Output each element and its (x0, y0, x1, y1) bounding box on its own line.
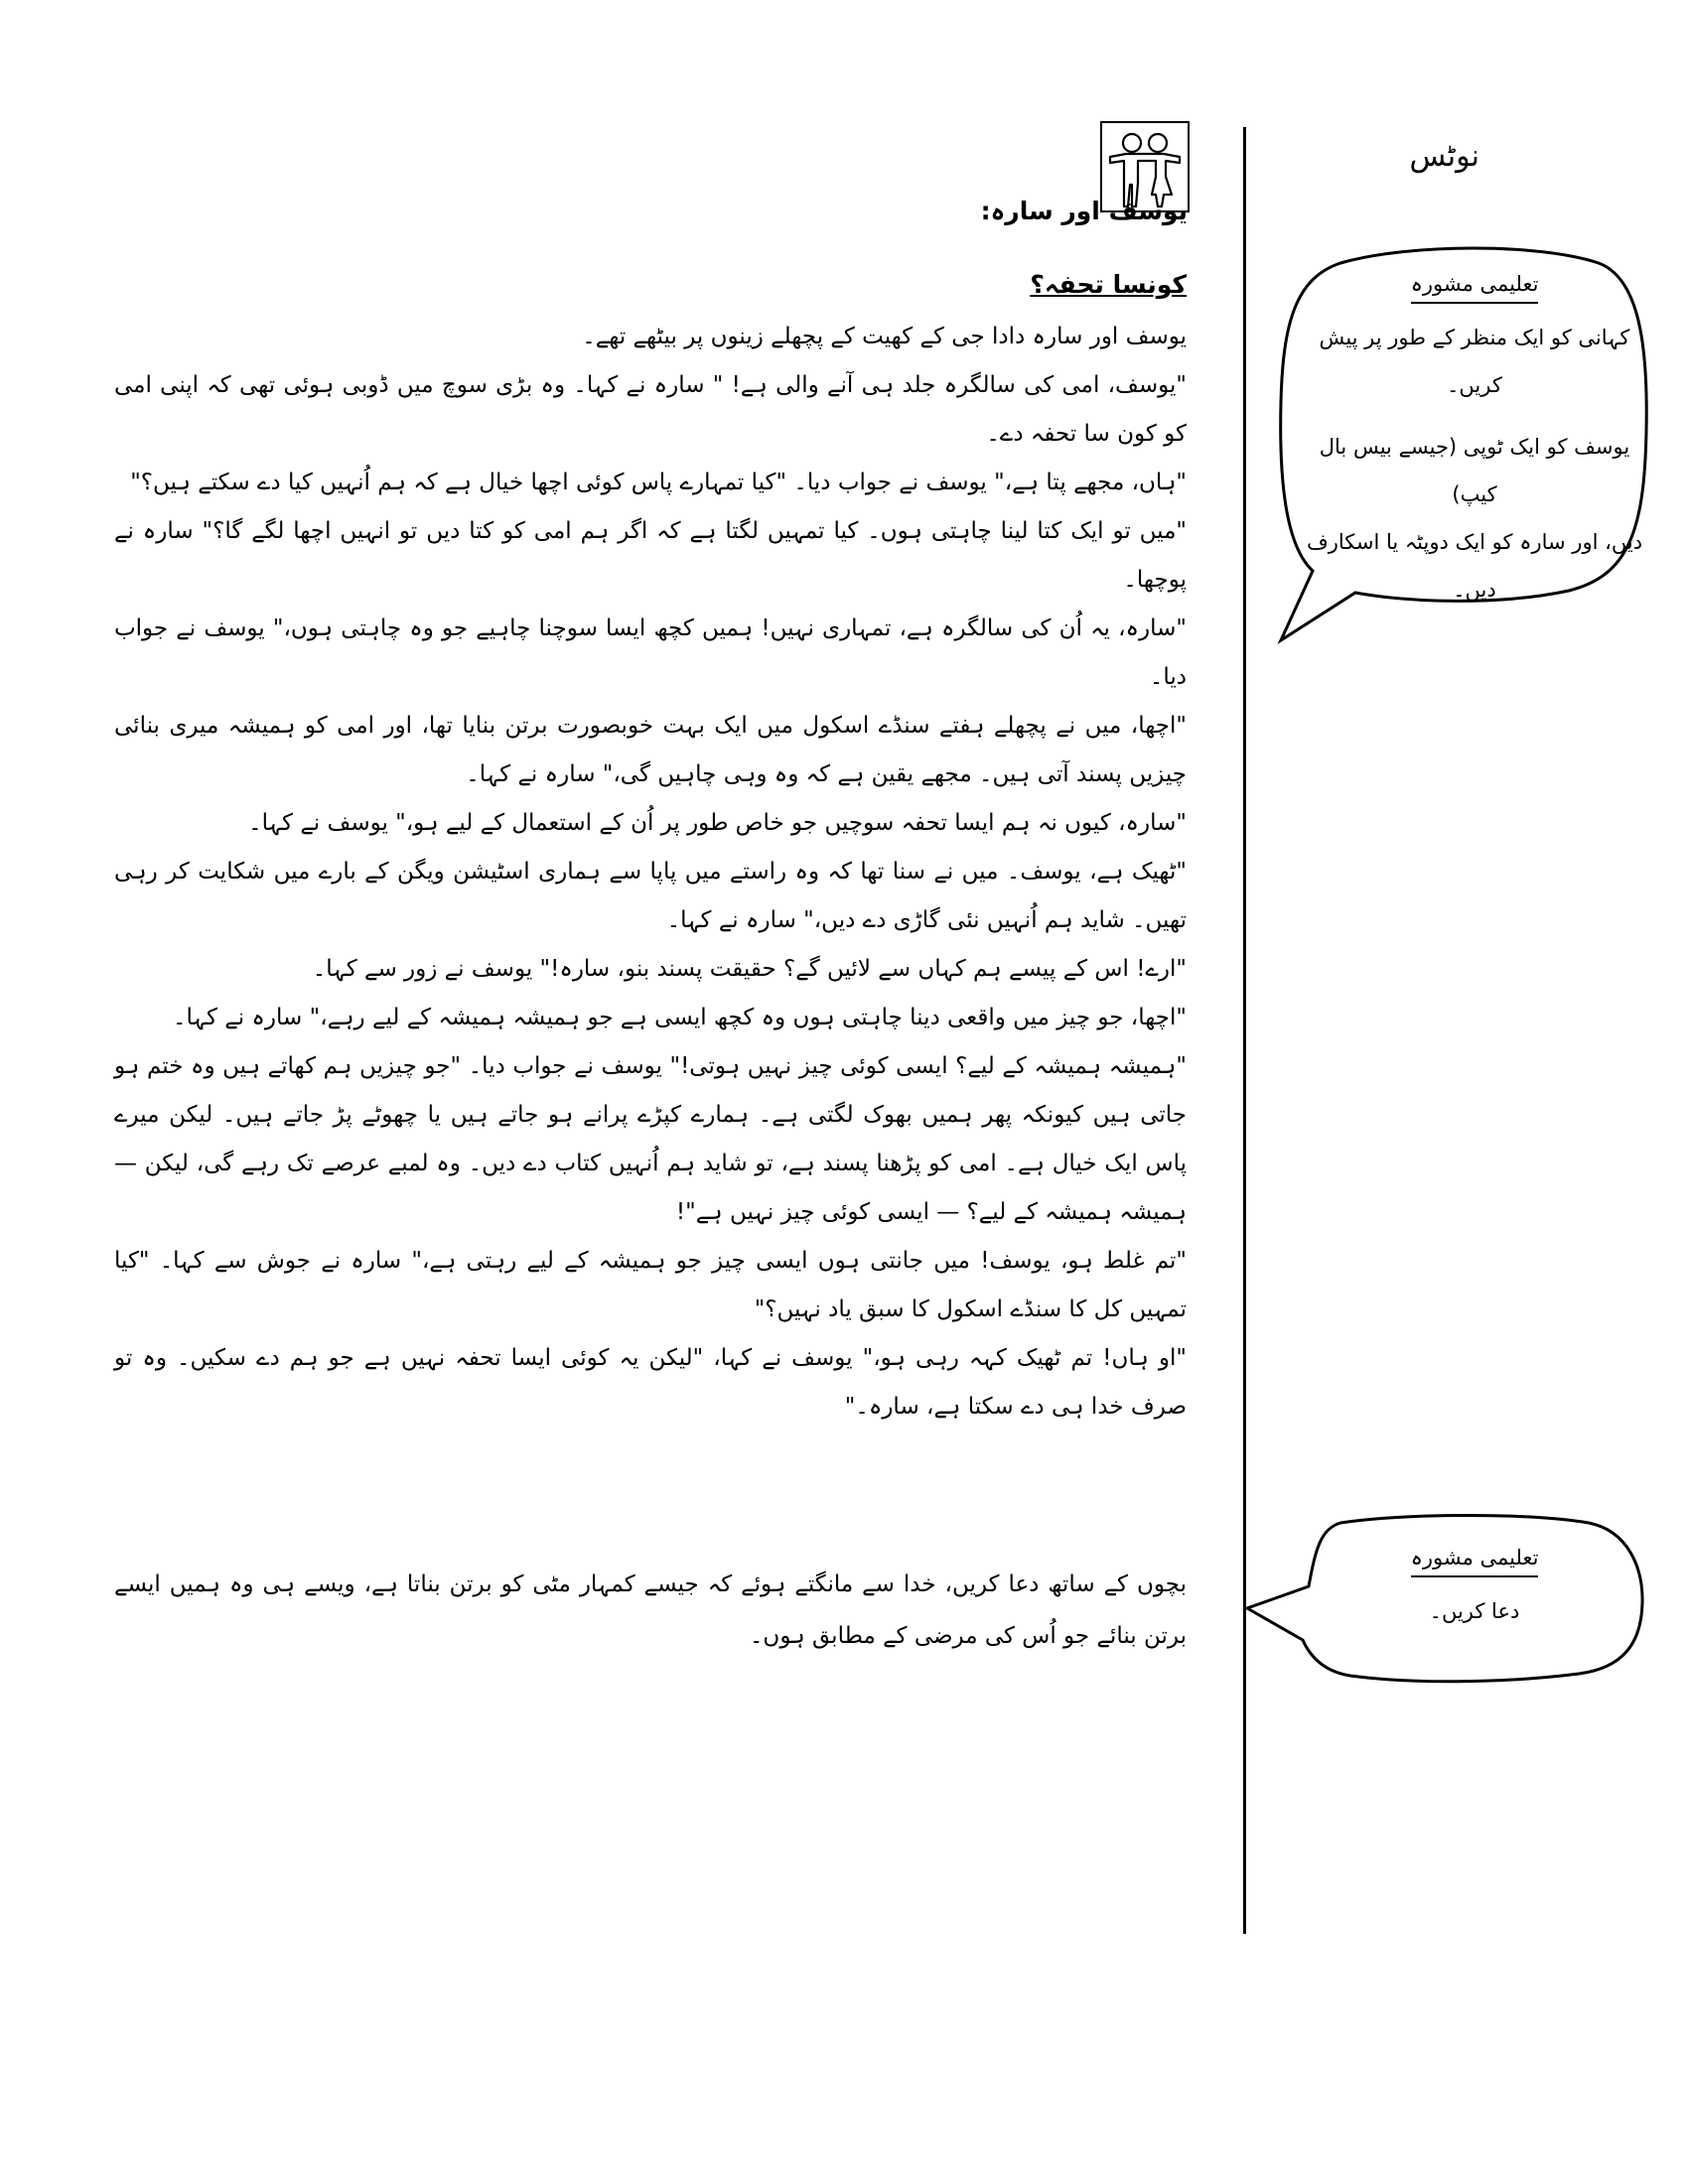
story-paragraph: "میں تو ایک کتا لینا چاہتی ہوں۔ کیا تمہیں لگتا ہے کہ اگر ہم امی کو کتا دیں تو انہیں اچھا لگے گا؟" سارہ نے پوچھا۔ (114, 518, 1187, 593)
tip-2-text: دعا کریں۔ (1429, 1599, 1520, 1623)
story-paragraph: "اچھا، جو چیز میں واقعی دینا چاہتی ہوں وہ کچھ ایسی ہے جو ہمیشہ ہمیشہ کے لیے رہے،" سارہ نے کہا۔ (173, 1005, 1187, 1030)
tip-1-line: یوسف کو ایک ٹوپی (جیسے بیس بال کیپ) (1319, 435, 1630, 506)
story-body (114, 260, 1187, 1432)
prayer-instruction: بچوں کے ساتھ دعا کریں، خدا سے مانگتے ہوئے کہ جیسے کمہار مٹی کو برتن بناتا ہے، ویسے ہی وہ ہمیں ایسے برتن بنائے جو اُس کی مرضی کے مطابق ہوں۔ (114, 1571, 1187, 1649)
story-paragraph: یوسف اور سارہ دادا جی کے کھیت کے پچھلے زینوں پر بیٹھے تھے۔ (582, 324, 1187, 349)
story-paragraph: "سارہ، یہ اُن کی سالگرہ ہے، تمہاری نہیں! ہمیں کچھ ایسا سوچنا چاہیے جو وہ چاہتی ہوں،" یوسف نے جواب دیا۔ (114, 615, 1187, 690)
story-paragraph: "ہاں، مجھے پتا ہے،" یوسف نے جواب دیا۔ "کیا تمہارے پاس کوئی اچھا خیال ہے کہ ہم اُنہیں کیا دے سکتے ہیں؟" (130, 470, 1187, 495)
story-paragraph: "او ہاں! تم ٹھیک کہہ رہی ہو،" یوسف نے کہا، "لیکن یہ کوئی ایسا تحفہ نہیں ہے جو ہم دے سکیں۔ وہ تو صرف خدا ہی دے سکتا ہے، سارہ۔" (114, 1345, 1187, 1420)
tip-1 (1296, 260, 1653, 614)
story-subheading: کونسا تحفہ؟ (1030, 270, 1187, 299)
tip-1-title: تعلیمی مشورہ (1411, 266, 1539, 304)
story-paragraph: "اچھا، میں نے پچھلے ہفتے سنڈے اسکول میں ایک بہت خوبصورت برتن بنایا تھا، اور امی کو ہمیشہ میری بنائی چیزیں پسند آتی ہیں۔ مجھے یقین ہے کہ وہ وہی چاہیں گی،" سارہ نے کہا۔ (114, 713, 1187, 787)
tip-2 (1326, 1534, 1623, 1635)
story-paragraph: "ہمیشہ ہمیشہ کے لیے؟ ایسی کوئی چیز نہیں ہوتی!" یوسف نے جواب دیا۔ "جو چیزیں ہم کھاتے ہیں وہ ختم ہو جاتی ہیں کیونکہ پھر ہمیں بھوک لگتی ہے۔ ہمارے کپڑے پرانے ہو جاتے ہیں یا چھوٹے پڑ جاتے ہیں۔ لیکن میرے پاس ایک خیال ہے۔ امی کو پڑھنا پسند ہے، تو شاید ہم اُنہیں کتاب دے دیں۔ وہ لمبے عرصے تک رہے گی، لیکن — ہمیشہ ہمیشہ کے لیے؟ — ایسی کوئی چیز نہیں ہے"! (114, 1053, 1187, 1225)
notes-heading: نوٹس (1409, 139, 1479, 174)
story-paragraph: "تم غلط ہو، یوسف! میں جانتی ہوں ایسی چیز جو ہمیشہ کے لیے رہتی ہے،" سارہ نے جوش سے کہا۔ "کیا تمہیں کل کا سنڈے اسکول کا سبق یاد نہیں؟" (114, 1248, 1187, 1322)
tip-2-title: تعلیمی مشورہ (1411, 1540, 1539, 1577)
story-paragraph: "یوسف، امی کی سالگرہ جلد ہی آنے والی ہے! " سارہ نے کہا۔ وہ بڑی سوچ میں ڈوبی ہوئی تھی کہ اپنی امی کو کون سا تحفہ دے۔ (114, 372, 1187, 447)
tip-1-line: کہانی کو ایک منظر کے طور پر پیش کریں۔ (1319, 326, 1630, 397)
story-paragraph: "ٹھیک ہے، یوسف۔ میں نے سنا تھا کہ وہ راستے میں پاپا سے ہماری اسٹیشن ویگن کے بارے میں شکایت کر رہی تھیں۔ شاید ہم اُنہیں نئی گاڑی دے دیں،" سارہ نے کہا۔ (114, 859, 1187, 933)
story-paragraph: "ارے! اس کے پیسے ہم کہاں سے لائیں گے؟ حقیقت پسند بنو، سارہ!" یوسف نے زور سے کہا۔ (312, 956, 1187, 982)
tip-1-line: دیں، اور سارہ کو ایک دوپٹہ یا اسکارف دیں۔ (1306, 530, 1643, 602)
story-title: یوسف اور سارہ: (980, 197, 1188, 225)
story-paragraph: "سارہ، کیوں نہ ہم ایسا تحفہ سوچیں جو خاص طور پر اُن کے استعمال کے لیے ہو،" یوسف نے کہا۔ (248, 810, 1187, 836)
